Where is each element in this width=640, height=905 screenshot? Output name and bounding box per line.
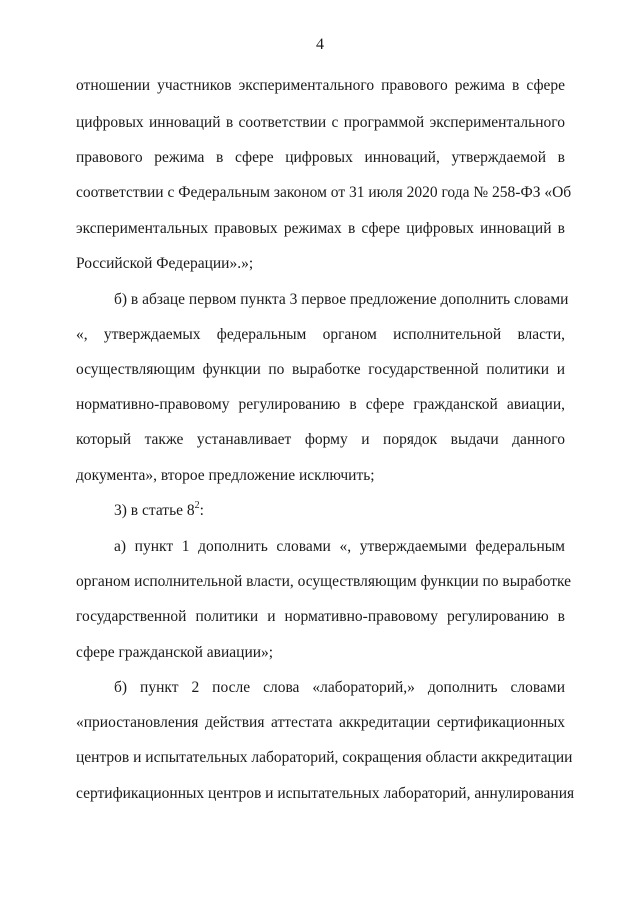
text-line-12: документа», второе предложение исключить; [76,467,375,484]
text-line-16: государственной политики и нормативно-правовому регулированию в [76,608,565,625]
text-line-8: «, утверждаемых федеральным органом исполнительной власти, [76,326,565,343]
page-number: 4 [316,36,324,53]
text-line-10: нормативно-правовому регулированию в сфере гражданской авиации, [76,396,565,413]
article-superscript: 2 [194,499,200,511]
article-text: 3) в статье 8 [114,502,195,519]
text-line-7: б) в абзаце первом пункта 3 первое предложение дополнить словами [114,291,569,308]
text-line-2: цифровых инноваций в соответствии с программой экспериментального [76,114,565,131]
text-line-6: Российской Федерации».»; [76,255,254,272]
text-line-15: органом исполнительной власти, осуществляющим функции по выработке [76,573,572,590]
article-line [114,501,314,521]
article-colon: : [199,502,204,519]
text-line-3: правового режима в сфере цифровых инноваций, утверждаемой в [76,149,565,166]
text-line-17: сфере гражданской авиации»; [76,644,274,661]
text-line-11: который также устанавливает форму и порядок выдачи данного [76,431,565,448]
text-line-9: осуществляющим функции по выработке государственной политики и [76,361,565,378]
text-line-21: сертификационных центров и испытательных лабораторий, аннулирования [76,785,575,802]
text-line-4: соответствии с Федеральным законом от 31 июля 2020 года № 258-ФЗ «Об [76,184,572,201]
text-line-14: а) пункт 1 дополнить словами «, утверждаемыми федеральным [114,538,565,555]
text-line-20: центров и испытательных лабораторий, сокращения области аккредитации [76,749,573,766]
text-line-19: «приостановления действия аттестата аккредитации сертификационных [76,714,565,731]
text-line-18: б) пункт 2 после слова «лабораторий,» дополнить словами [114,679,565,696]
text-line-1: отношении участников экспериментального правового режима в сфере [76,77,565,94]
text-line-5: экспериментальных правовых режимах в сфере цифровых инноваций в [76,220,565,237]
